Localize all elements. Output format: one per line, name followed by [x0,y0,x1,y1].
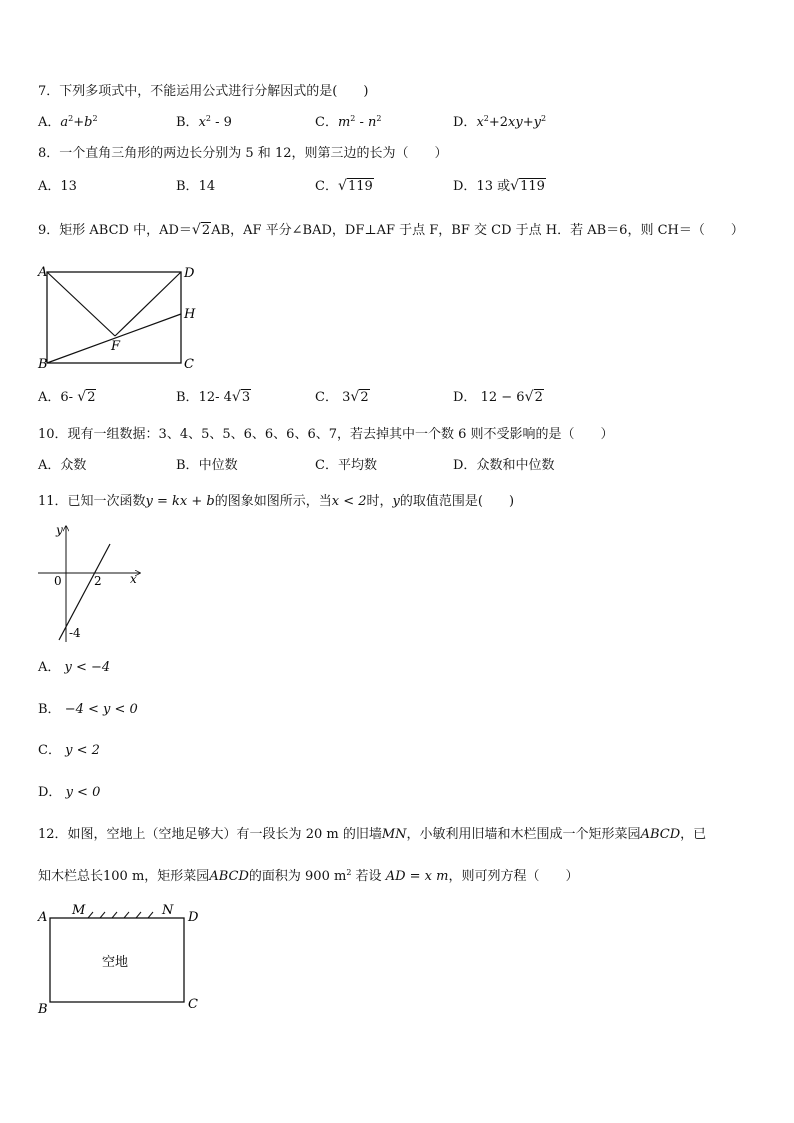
origin-label: 0 [54,574,62,588]
q7-option-a[interactable]: A．$a^2+b^2$ [38,114,98,130]
q12-garden-figure [30,900,210,1020]
function-line [59,544,110,640]
q8-option-c[interactable]: C．√ 119 [315,178,374,196]
sqrt-symbol: √ 2 [525,389,544,407]
sqrt-symbol: √ 119 [338,178,374,196]
q10-option-a[interactable]: A．众数 [38,458,87,473]
option-label: A． [38,115,61,130]
q8-option-b[interactable]: B．14 [176,179,216,194]
label-d: D [184,266,195,281]
y-intercept-label: -4 [69,626,81,640]
q11-option-b[interactable]: B． −4 < y < 0 [38,702,138,717]
q12-stem-line1: 12．如图，空地上（空地足够大）有一段长为 20 m 的旧墙MN，小敏利用旧墙和木栏围成一个矩形菜园ABCD，已 [38,827,707,842]
x-axis-label: x [130,572,137,586]
label-d: D [188,910,199,925]
q8-option-d[interactable]: D．13 或√ 119 [453,178,546,196]
sqrt-symbol: √ 2 [350,389,369,407]
label-h: H [184,307,196,322]
q11-option-d[interactable]: D． y < 0 [38,785,101,800]
q10-option-b[interactable]: B．中位数 [176,458,238,473]
q9-option-b[interactable]: B．12- 4√ 3 [176,389,251,407]
q9-option-d[interactable]: D． 12 − 6√ 2 [453,389,544,407]
label-a: A [38,910,48,925]
label-c: C [188,997,198,1012]
q7-option-c[interactable]: C．$m^2 - n^2$ [315,114,382,130]
sqrt-symbol: √ 2 [192,222,211,240]
label-b: B [38,1002,48,1017]
q10-option-d[interactable]: D．众数和中位数 [453,458,555,473]
q12-stem-line2: 知木栏总长100 m，矩形菜园ABCD的面积为 900 $m^2$ 若设 AD = x m，则可列方程（ ） [38,868,579,884]
q11-stem: 11．已知一次函数y = kx + b的图象如图所示，当x < 2时，y的取值范围是( ) [38,494,515,509]
label-n: N [162,903,174,918]
q7-option-b[interactable]: B．$x^2 - 9$ [176,114,232,130]
y-axis-label: y [56,523,63,537]
q9-rectangle-figure [30,260,200,372]
q10-stem: 10．现有一组数据：3、4、5、5、6、6、6、6、7，若去掉其中一个数 6 则不受影响的是（ ） [38,427,614,442]
q10-option-c[interactable]: C．平均数 [315,458,377,473]
sqrt-symbol: √ 119 [510,178,546,196]
q11-function-graph [30,520,150,645]
q9-option-c[interactable]: C． 3√ 2 [315,389,370,407]
q9-option-a[interactable]: A．6- √ 2 [38,389,96,407]
label-b: B [38,357,48,372]
sqrt-symbol: √ 2 [77,389,96,407]
segment-af [47,272,115,336]
sqrt-symbol: √ 3 [232,389,251,407]
label-m: M [72,903,86,918]
q8-option-a[interactable]: A．13 [38,179,77,194]
q7-stem: 7．下列多项式中，不能运用公式进行分解因式的是( ) [38,84,369,99]
label-c: C [184,357,194,372]
label-a: A [38,265,48,280]
x-intercept-label: 2 [94,574,102,588]
old-wall-hatching [88,912,153,918]
q7-option-d[interactable]: D．$x^2+2xy+y^2$ [453,114,547,130]
q11-option-a[interactable]: A． y < −4 [38,660,111,675]
label-f: F [111,339,121,354]
q9-stem: 9．矩形 ABCD 中，AD＝√ 2AB，AF 平分∠BAD，DF⊥AF 于点 F，BF 交 CD 于点 H．若 AB＝6，则 CH＝（ ） [38,222,744,240]
q11-option-c[interactable]: C． y < 2 [38,743,100,758]
label-empty-land: 空地 [102,955,129,970]
q8-stem: 8．一个直角三角形的两边长分别为 5 和 12，则第三边的长为（ ） [38,146,448,161]
